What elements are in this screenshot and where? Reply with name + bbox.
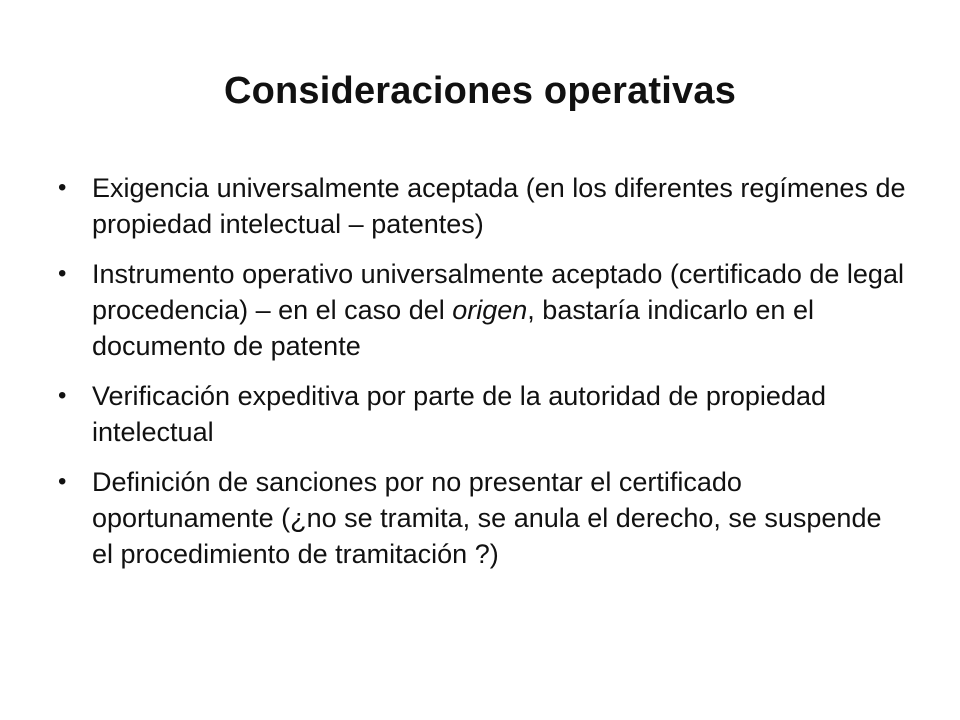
bullet-item [58,464,908,572]
slide-title: Consideraciones operativas [223,70,737,112]
bullet-text-part: , bastaría indicarlo en el documento de patente [92,295,814,361]
bullet-item [58,256,908,364]
bullet-text: Exigencia universalmente aceptada (en los diferentes regímenes de propiedad intelectual – patentes) [92,173,906,239]
bullet-icon: • [58,174,67,201]
bullet-text: Verificación expeditiva por parte de la autoridad de propiedad intelectual [92,381,826,447]
bullet-icon: • [58,468,67,495]
bullet-item [58,170,908,242]
bullet-text-part: Instrumento operativo universalmente aceptado (certificado de legal procedencia) – en el caso del [92,259,904,325]
bullet-text-italic: origen [452,295,528,325]
bullet-icon: • [58,382,67,409]
bullet-item [58,378,908,450]
bullet-text: Definición de sanciones por no presentar el certificado oportunamente (¿no se tramita, se anula el derecho, se suspende el procedimiento de tramitación ?) [92,467,882,569]
bullet-icon: • [58,260,67,287]
bullet-text [92,259,904,361]
bullet-list [58,170,908,586]
